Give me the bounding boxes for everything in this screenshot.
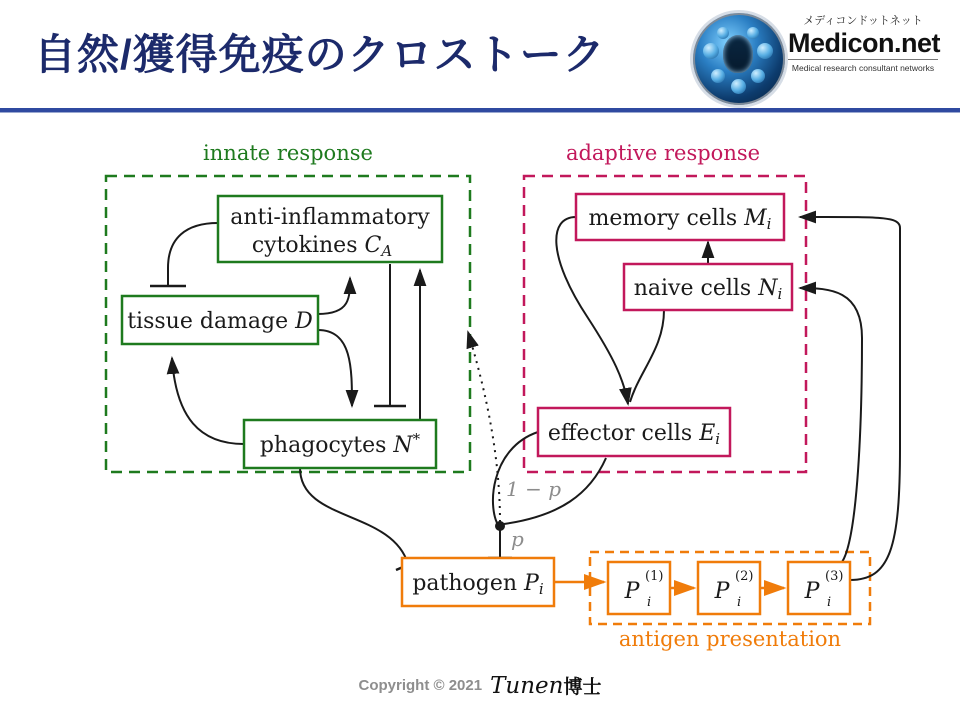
node-label: pathogen Pi (412, 571, 544, 598)
node-label-sup: (3) (825, 569, 844, 584)
author-signature (490, 672, 601, 699)
edge-antigen3-to-memory (800, 217, 900, 580)
copyright-text: Copyright © 2021 (358, 677, 483, 694)
node-label-sub: i (827, 595, 832, 610)
immune-crosstalk-diagram (0, 118, 960, 663)
node-memory-cells[interactable] (576, 194, 784, 240)
slide-header (0, 0, 960, 112)
node-phagocytes[interactable] (244, 420, 436, 468)
logo-badge-icon (690, 10, 788, 108)
group-label-antigen-presentation: antigen presentation (618, 627, 842, 651)
logo-bubble-icon (731, 79, 746, 94)
slide-footer (0, 672, 960, 720)
node-label-sup: (1) (645, 569, 664, 584)
edge-antigen3-to-naive (800, 288, 862, 562)
node-label-line2: cytokines CA (251, 233, 393, 260)
node-label: P (804, 579, 820, 604)
logo-core-icon (723, 35, 753, 73)
branch-point (495, 521, 505, 531)
logo-bubble-icon (711, 69, 725, 83)
edge-naive-to-effector (630, 310, 664, 402)
group-label-adaptive: adaptive response (565, 141, 761, 165)
signature-kanji: 博士 (563, 677, 602, 698)
logo-name: Medicon.net (788, 28, 941, 58)
edge-damage-to-cytokines (318, 278, 350, 314)
medicon-logo (690, 8, 940, 104)
node-antigen-stage-2[interactable] (698, 562, 760, 614)
node-naive-cells[interactable] (624, 264, 792, 310)
node-tissue-damage[interactable] (122, 296, 318, 344)
logo-bubble-icon (751, 69, 765, 83)
edge-phagocytes-to-damage (172, 358, 244, 444)
edge-label-p: p (511, 527, 524, 551)
page-title: 自然/獲得免疫のクロストーク (34, 31, 606, 78)
logo-kana: メディコンドットネット (803, 15, 923, 27)
logo-bubble-icon (747, 27, 759, 39)
header-divider-thin (0, 112, 960, 113)
edge-memory-to-effector (556, 217, 628, 404)
group-label-innate: innate response (203, 141, 373, 165)
node-label-line1: anti-inflammatory (230, 205, 430, 230)
node-label: P (624, 579, 640, 604)
edge-pathogen-to-cytokines-dotted (468, 332, 500, 522)
node-antigen-stage-3[interactable] (788, 562, 850, 614)
signature-name: Tunen (490, 673, 564, 699)
edge-damage-to-phagocytes (318, 330, 352, 406)
edge-cytokines-inhibits-damage (168, 223, 218, 286)
node-label-sub: i (737, 595, 742, 610)
node-label-sub: i (647, 595, 652, 610)
edge-phagocytes-inhibits-pathogen (300, 468, 408, 564)
node-label: phagocytes N* (259, 430, 421, 458)
node-label: naive cells Ni (633, 276, 783, 303)
node-label: effector cells Ei (547, 421, 721, 448)
node-label: P (714, 579, 730, 604)
node-pathogen[interactable] (402, 558, 554, 606)
logo-text (788, 14, 941, 74)
node-label: memory cells Mi (588, 206, 772, 233)
node-label: tissue damage D (127, 309, 313, 334)
logo-bubble-icon (757, 43, 773, 59)
node-effector-cells[interactable] (538, 408, 730, 456)
node-anti-inflammatory-cytokines[interactable] (218, 196, 442, 262)
node-label-sup: (2) (735, 569, 754, 584)
logo-tagline: Medical research consultant networks (788, 59, 938, 74)
logo-bubble-icon (703, 43, 719, 59)
edge-label-one-minus-p: 1 − p (506, 477, 561, 501)
logo-bubble-icon (717, 27, 729, 39)
node-antigen-stage-1[interactable] (608, 562, 670, 614)
